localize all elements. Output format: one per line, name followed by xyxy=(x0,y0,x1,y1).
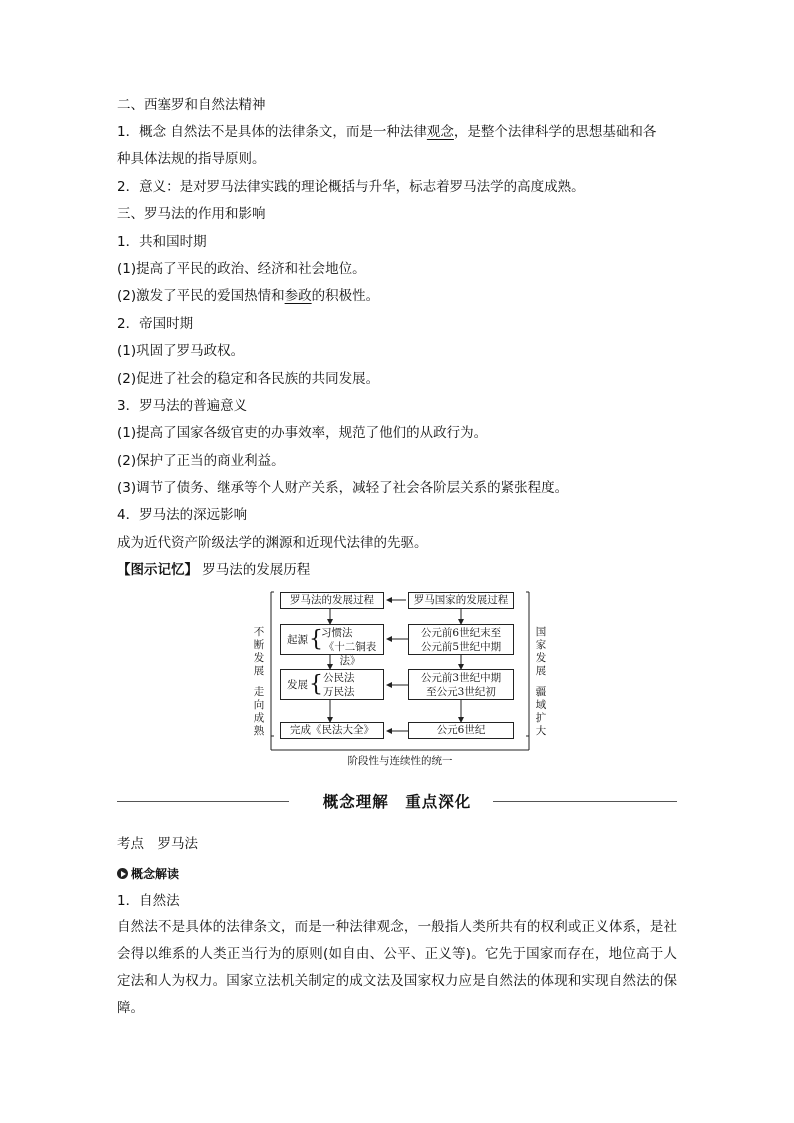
natural-law-paragraph: 自然法不是具体的法律条文，而是一种法律观念，一般指人类所共有的权利或正义体系，是社会得以维系的人类正当行为的原则(如自由、公平、正义等)。它先于国家而存在，地位高于人定法和人为权力。国家立法机关制定的成文法及国家权力应是自然法的体现和实现自然法的保障。 xyxy=(117,919,677,1016)
origin-brace: { xyxy=(309,627,323,652)
right-bracket xyxy=(526,592,529,736)
empire-item-2: (2)促进了社会的稳定和各民族的共同发展。 xyxy=(117,371,380,387)
natural-law-heading: 1．自然法 xyxy=(117,893,180,909)
figure-caption xyxy=(117,560,310,580)
concept-line-1 xyxy=(117,122,656,142)
development-item-2: 万民法 xyxy=(323,686,355,698)
period-1-line-1: 公元前6世纪末至 xyxy=(420,627,502,639)
republic-item-2 xyxy=(117,286,379,306)
origin-label: 起源 xyxy=(287,634,308,646)
period-2-box xyxy=(408,669,514,700)
period-2-line-1: 公元前3世纪中期 xyxy=(420,672,502,684)
left-bracket xyxy=(271,592,274,736)
concept-reading-label: 概念解读 xyxy=(131,867,180,881)
development-brace: { xyxy=(309,672,323,697)
section-heading-cicero: 二、西塞罗和自然法精神 xyxy=(117,97,266,113)
influence-heading: 4．罗马法的深远影响 xyxy=(117,507,248,523)
influence-item: 成为近代资产阶级法学的渊源和近现代法律的先驱。 xyxy=(117,535,428,551)
topic-label: 考点 罗马法 xyxy=(117,836,198,852)
period-1-box xyxy=(408,624,514,655)
left-side-bottom: 走向成熟 xyxy=(253,686,265,737)
figure-title: 罗马法的发展历程 xyxy=(202,562,311,578)
left-header-box: 罗马法的发展过程 xyxy=(280,592,384,609)
development-item-1: 公民法 xyxy=(323,672,355,684)
completion-box: 完成《民法大全》 xyxy=(280,722,384,739)
period-2-line-2: 至公元3世纪初 xyxy=(426,686,496,698)
diagram-bottom-caption: 阶段性与连续性的统一 xyxy=(347,755,453,767)
figure-label: 【图示记忆】 xyxy=(117,562,198,578)
republic-item-2-b: 的积极性。 xyxy=(311,288,380,304)
banner-title: 概念理解 重点深化 xyxy=(117,790,677,812)
universal-item-2: (2)保护了正当的商业利益。 xyxy=(117,453,285,469)
period-3-box: 公元6世纪 xyxy=(408,722,514,739)
section-banner xyxy=(117,790,677,814)
concept-reading xyxy=(117,864,179,884)
development-label: 发展 xyxy=(287,679,308,691)
right-side-bottom: 疆域扩大 xyxy=(535,686,547,737)
period-1-line-2: 公元前5世纪中期 xyxy=(420,641,502,653)
empire-item-1: (1)巩固了罗马政权。 xyxy=(117,343,245,359)
empire-heading: 2．帝国时期 xyxy=(117,316,194,332)
republic-heading: 1．共和国时期 xyxy=(117,234,207,250)
development-box xyxy=(280,669,384,700)
left-side-top: 不断发展 xyxy=(253,626,265,677)
concept-text-b: ，是整个法律科学的思想基础和各 xyxy=(453,124,657,140)
concept-underlined: 观念 xyxy=(426,124,454,140)
origin-item-1: 习惯法 xyxy=(321,627,353,639)
republic-item-2-a: (2)激发了平民的爱国热情和 xyxy=(117,288,285,304)
universal-item-1: (1)提高了国家各级官吏的办事效率，规范了他们的从政行为。 xyxy=(117,425,488,441)
right-side-top: 国家发展 xyxy=(535,626,547,677)
republic-item-1: (1)提高了平民的政治、经济和社会地位。 xyxy=(117,261,366,277)
origin-box xyxy=(280,624,384,667)
section-heading-impact: 三、罗马法的作用和影响 xyxy=(117,206,266,222)
origin-item-2: 《十二铜表法》 xyxy=(323,641,377,667)
roman-law-diagram xyxy=(250,588,550,770)
concept-line-2: 种具体法规的指导原则。 xyxy=(117,151,266,167)
universal-heading: 3．罗马法的普遍意义 xyxy=(117,398,248,414)
concept-text-a: 1．概念 自然法不是具体的法律条文，而是一种法律 xyxy=(117,124,427,140)
right-header-box: 罗马国家的发展过程 xyxy=(408,592,514,609)
significance-line: 2．意义：是对罗马法律实践的理论概括与升华，标志着罗马法学的高度成熟。 xyxy=(117,179,585,195)
republic-item-2-underlined: 参政 xyxy=(284,288,312,304)
play-circle-icon xyxy=(117,868,128,879)
universal-item-3: (3)调节了债务、继承等个人财产关系，减轻了社会各阶层关系的紧张程度。 xyxy=(117,480,569,496)
